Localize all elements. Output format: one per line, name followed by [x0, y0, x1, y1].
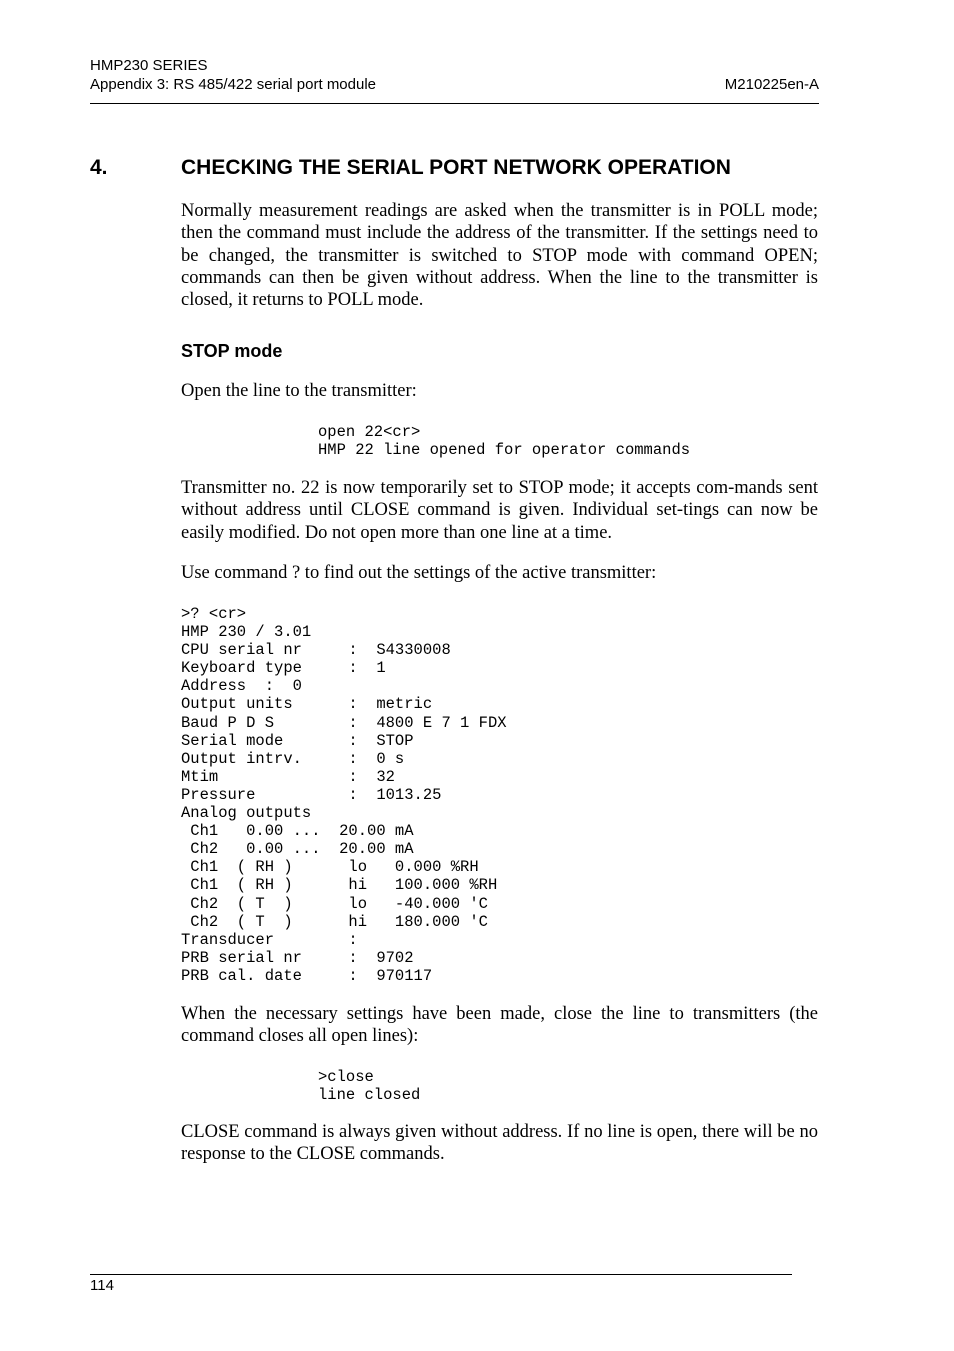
footer-rule [90, 1274, 792, 1275]
close-note-paragraph: CLOSE command is always given without address. If no line is open, there will be no response to the CLOSE commands. [181, 1122, 818, 1165]
subheading-stop-mode: STOP mode [181, 341, 283, 361]
code-close-command: >close line closed [318, 1068, 421, 1105]
code-open-command: open 22<cr> HMP 22 line opened for operator commands [318, 423, 691, 460]
code-settings-output: >? <cr> HMP 230 / 3.01 CPU serial nr : S4330008 Keyboard type : 1 Address : 0 Output units : metric Baud P D S : 4800 E 7 1 FDX Serial mode : STOP Output intrv. : 0 s Mtim : 32 Pressure : 1013.25 Analog outputs Ch1 0.00 ... 20.00 mA Ch2 0.00 ... 20.00 mA Ch1 ( RH ) lo 0.000 %RH Ch1 ( RH ) hi 100.000 %RH Ch2 ( T ) lo -40.000 'C Ch2 ( T ) hi 180.000 'C Transducer : PRB serial nr : 9702 PRB cal. date : 970117 [181, 605, 507, 985]
stop-mode-paragraph: Transmitter no. 22 is now temporarily set to STOP mode; it accepts com-mands sent without address until CLOSE command is given. Individual set-tings can now be easily modified. Do not open more than one line at a time. [181, 478, 818, 543]
use-command-paragraph: Use command ? to find out the settings of the active transmitter: [181, 563, 657, 583]
page-header [90, 56, 819, 104]
header-appendix: Appendix 3: RS 485/422 serial port module [90, 76, 377, 93]
header-doc-id: M210225en-A [724, 76, 819, 93]
page-number: 114 [90, 1277, 114, 1294]
open-line-paragraph: Open the line to the transmitter: [181, 381, 417, 401]
close-line-paragraph: When the necessary settings have been made, close the line to transmitters (the command closes all open lines): [181, 1004, 818, 1047]
section-number: 4. [90, 156, 108, 179]
header-series: HMP230 SERIES [90, 57, 208, 74]
intro-paragraph: Normally measurement readings are asked when the transmitter is in POLL mode; then the command must include the address of the transmitter. If the settings need to be changed, the transmitter is switched to STOP mode with command OPEN; commands can then be given without address. When the line to the transmitter is closed, it returns to POLL mode. [181, 201, 818, 311]
section-title: CHECKING THE SERIAL PORT NETWORK OPERATION [181, 156, 731, 179]
